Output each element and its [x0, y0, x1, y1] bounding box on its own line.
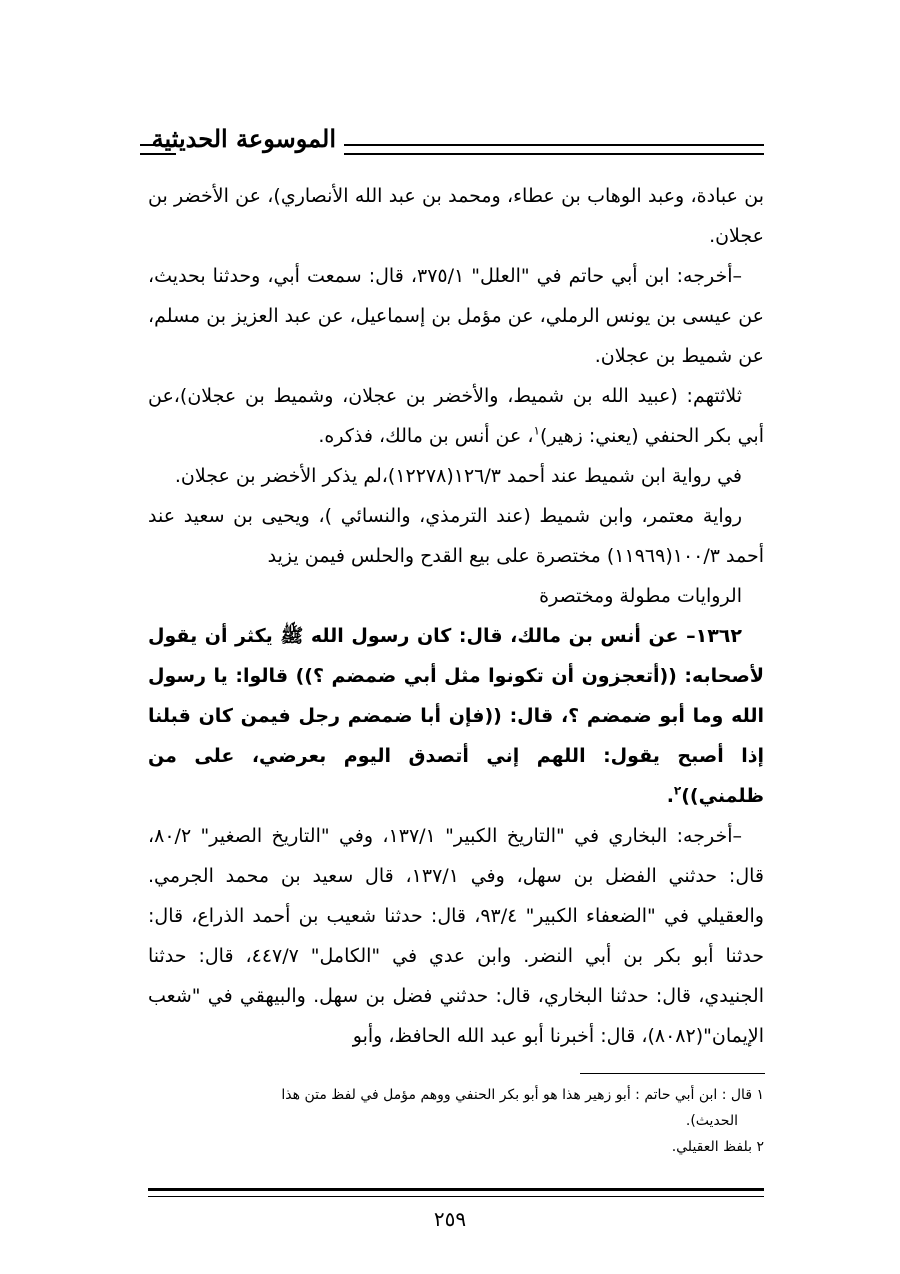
- paragraph-6: الروايات مطولة ومختصرة: [539, 585, 742, 607]
- footnote-separator: [580, 1073, 765, 1074]
- paragraph-5: رواية معتمر، وابن شميط (عند الترمذي، والنسائي )، ويحيى بن سعيد عند أحمد ١٠٠/٣(١١٩٦٩) مختصرة على بيع القدح والحلس فيمن يزيد: [148, 505, 764, 567]
- footnote-1-continuation: الحديث).: [685, 1113, 738, 1129]
- footnote-1: ١ قال : ابن أبي حاتم : أبو زهير هذا هو أبو بكر الحنفي ووهم مؤمل في لفظ متن هذا: [281, 1087, 764, 1103]
- header-rule-right: [344, 144, 764, 155]
- page-header: [140, 120, 764, 160]
- hadith-tail: .: [666, 785, 674, 807]
- paragraph-3-text: ثلاثتهم: (عبيد الله بن شميط، والأخضر بن عجلان، وشميط بن عجلان)،عن أبي بكر الحنفي (يعني: زهير): [148, 385, 764, 447]
- paragraph-4: في رواية ابن شميط عند أحمد ١٢٦/٣(١٢٢٧٨)،لم يذكر الأخضر بن عجلان.: [174, 465, 742, 487]
- footnote-2: ٢ بلفظ العقيلي.: [671, 1139, 764, 1155]
- paragraph-2: –أخرجه: ابن أبي حاتم في "العلل" ٣٧٥/١، قال: سمعت أبي، وحدثنا بحديث، عن عيسى بن يونس الرملي، عن مؤمل بن إسماعيل، عن عبد العزيز بن مسلم، عن شميط بن عجلان.: [148, 265, 764, 367]
- hadith-text: [148, 616, 764, 816]
- footnote-ref-1: ١: [533, 423, 540, 438]
- footnotes: [148, 1082, 764, 1160]
- hadith-body: ١٣٦٢– عن أنس بن مالك، قال: كان رسول الله ﷺ يكثر أن يقول لأصحابه: ((أتعجزون أن تكونوا مثل أبي ضمضم ؟)) قالوا: يا رسول الله وما أبو ضمضم ؟، قال: ((فإن أبا ضمضم رجل فيمن كان قبلنا إذا أصبح يقول: اللهم إني أتصدق اليوم بعرضي، على من ظلمني)): [148, 625, 764, 807]
- paragraph-3-tail: ، عن أنس بن مالك، فذكره.: [318, 425, 534, 447]
- header-rule-left: [140, 144, 176, 155]
- paragraph-3: [148, 376, 764, 456]
- body-text: [148, 176, 764, 1056]
- bottom-rule: [148, 1188, 764, 1197]
- paragraph-8: –أخرجه: البخاري في "التاريخ الكبير" ١٣٧/١، وفي "التاريخ الصغير" ٨٠/٢، قال: حدثني الفضل بن سهل، وفي ١٣٧/١، قال سعيد بن محمد الجرمي. والعقيلي في "الضعفاء الكبير" ٩٣/٤، قال: حدثنا شعيب بن أحمد الذراع، قال: حدثنا أبو بكر بن أبي النضر. وابن عدي في "الكامل" ٤٤٧/٧، قال: حدثنا الجنيدي، قال: حدثنا البخاري، قال: حدثني فضل بن سهل. والبيهقي في "شعب الإيمان"(٨٠٨٢)، قال: أخبرنا أبو عبد الله الحافظ، وأبو: [148, 825, 764, 1047]
- page-number: ٢٥٩: [433, 1207, 467, 1231]
- footnote-ref-2: ٢: [673, 783, 682, 798]
- header-title: الموسوعة الحديثية: [151, 124, 336, 153]
- paragraph-1: بن عبادة، وعبد الوهاب بن عطاء، ومحمد بن عبد الله الأنصاري)، عن الأخضر بن عجلان.: [148, 185, 764, 247]
